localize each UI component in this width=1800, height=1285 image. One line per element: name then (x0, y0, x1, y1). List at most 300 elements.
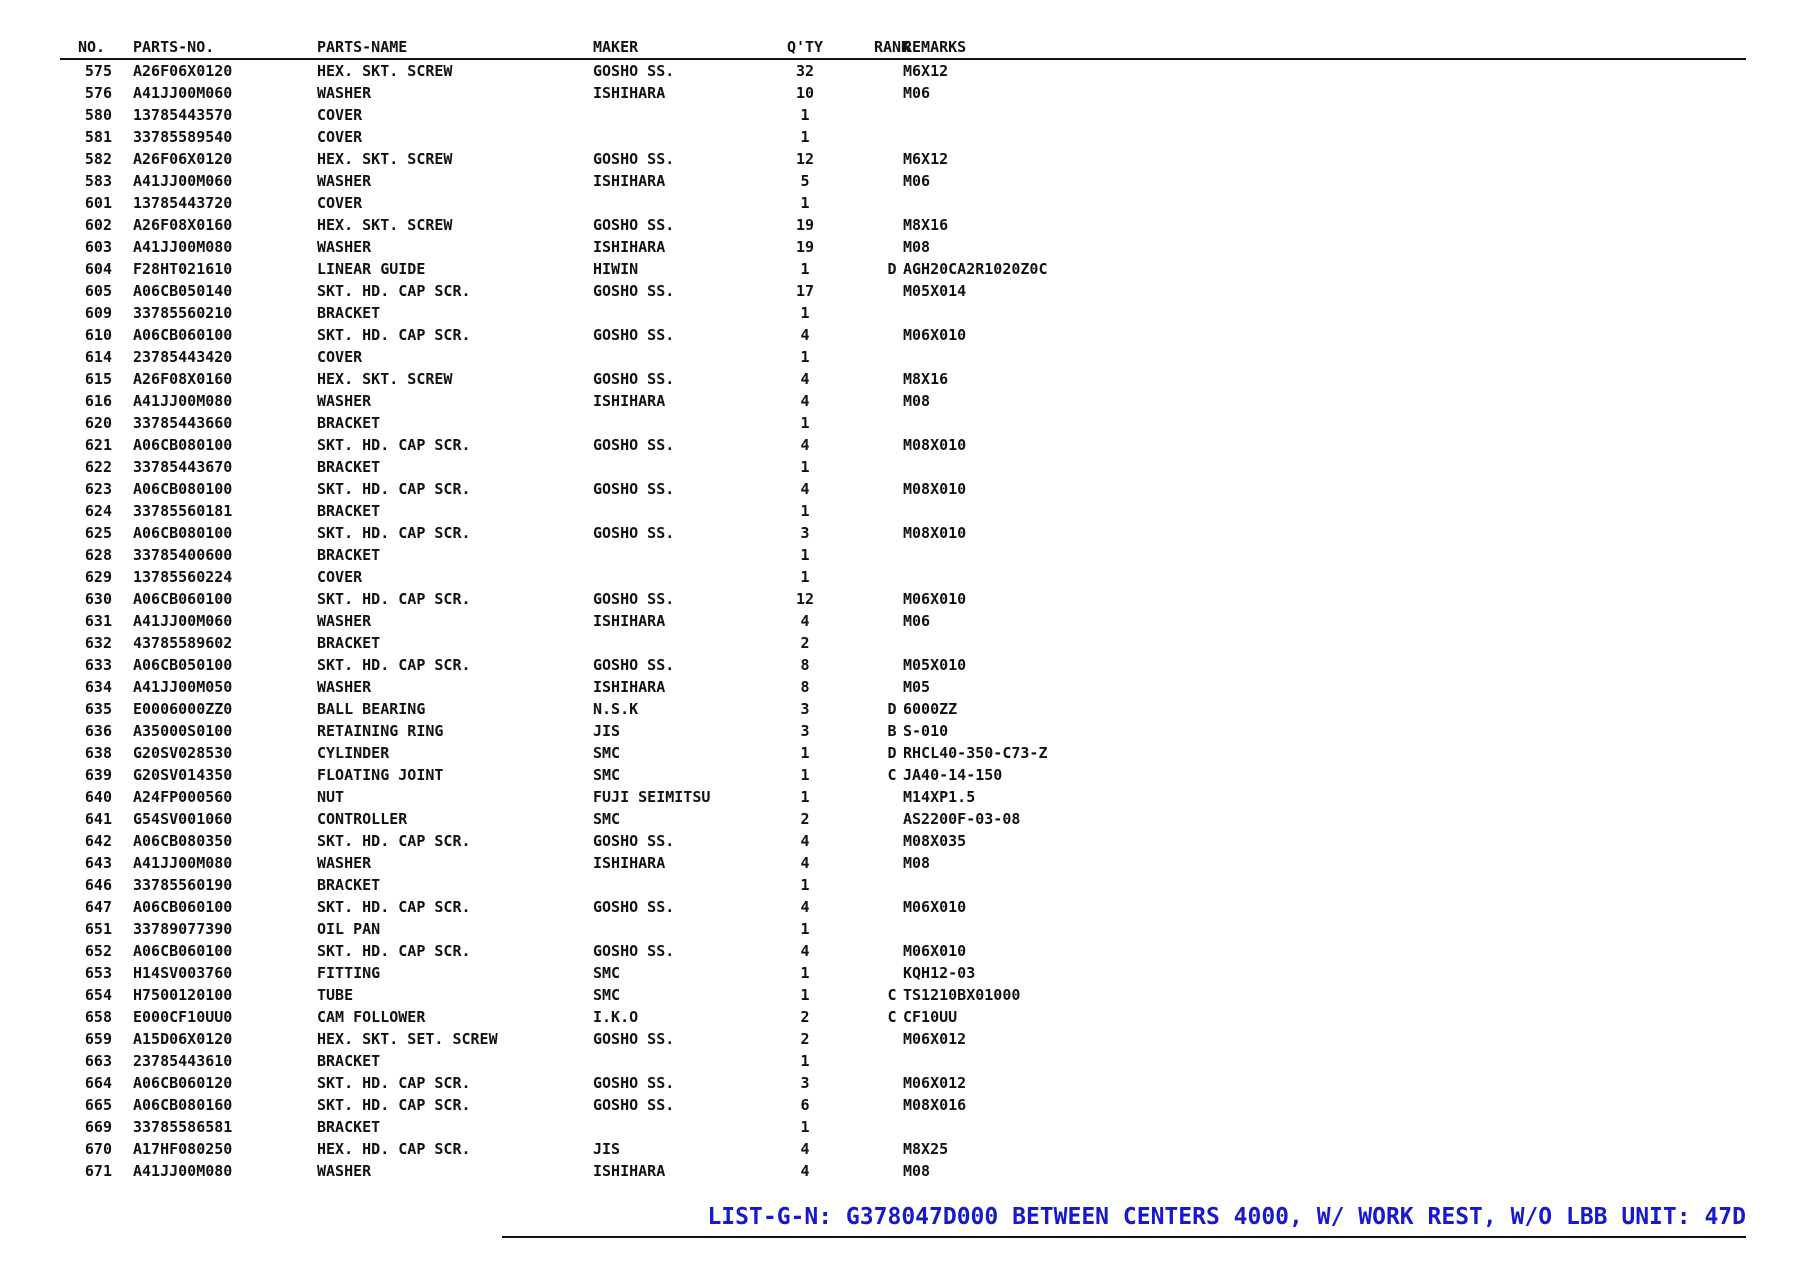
row-parts-no: A06CB060100 (133, 898, 233, 916)
row-rank: D (887, 744, 897, 762)
table-row (60, 1072, 1746, 1094)
table-row (60, 896, 1746, 918)
row-qty: 17 (795, 282, 815, 300)
row-remarks: CF10UU (903, 1008, 958, 1026)
row-maker: GOSHO SS. (593, 216, 675, 234)
row-no: 576 (84, 84, 112, 102)
row-qty: 12 (795, 150, 815, 168)
row-parts-no: A41JJ00M060 (133, 172, 233, 190)
row-parts-no: A26F06X0120 (133, 150, 233, 168)
row-parts-name: COVER (317, 348, 363, 366)
row-qty: 1 (800, 920, 810, 938)
table-row (60, 82, 1746, 104)
row-parts-name: BRACKET (317, 546, 381, 564)
row-no: 664 (84, 1074, 112, 1092)
row-remarks: M06X010 (903, 590, 967, 608)
row-no: 632 (84, 634, 112, 652)
row-remarks: M8X25 (903, 1140, 949, 1158)
row-no: 621 (84, 436, 112, 454)
row-remarks: M05X014 (903, 282, 967, 300)
row-parts-name: HEX. SKT. SET. SCREW (317, 1030, 498, 1048)
table-row (60, 918, 1746, 940)
row-no: 609 (84, 304, 112, 322)
table-row (60, 610, 1746, 632)
header-qty: Q'TY (786, 38, 824, 56)
row-qty: 1 (800, 128, 810, 146)
row-maker: GOSHO SS. (593, 370, 675, 388)
row-qty: 4 (800, 1162, 810, 1180)
row-no: 634 (84, 678, 112, 696)
row-no: 616 (84, 392, 112, 410)
row-parts-name: SKT. HD. CAP SCR. (317, 898, 471, 916)
row-no: 605 (84, 282, 112, 300)
row-parts-name: BRACKET (317, 304, 381, 322)
row-parts-no: A06CB060120 (133, 1074, 233, 1092)
row-qty: 3 (800, 700, 810, 718)
row-parts-no: A15D06X0120 (133, 1030, 233, 1048)
row-no: 624 (84, 502, 112, 520)
row-maker: JIS (593, 1140, 621, 1158)
parts-table-body (60, 60, 1746, 1182)
row-qty: 1 (800, 788, 810, 806)
table-row (60, 434, 1746, 456)
row-qty: 4 (800, 942, 810, 960)
row-qty: 3 (800, 1074, 810, 1092)
row-parts-name: SKT. HD. CAP SCR. (317, 942, 471, 960)
row-remarks: M06X012 (903, 1074, 967, 1092)
row-parts-name: CYLINDER (317, 744, 390, 762)
row-parts-no: A41JJ00M080 (133, 1162, 233, 1180)
row-rank: D (887, 260, 897, 278)
row-parts-no: A06CB080100 (133, 480, 233, 498)
row-parts-no: G20SV028530 (133, 744, 233, 762)
row-no: 614 (84, 348, 112, 366)
row-parts-no: 13785560224 (133, 568, 233, 586)
table-row (60, 60, 1746, 82)
table-row (60, 764, 1746, 786)
row-qty: 4 (800, 854, 810, 872)
header-remarks: REMARKS (903, 38, 967, 56)
row-maker: ISHIHARA (593, 612, 666, 630)
row-no: 620 (84, 414, 112, 432)
table-row (60, 632, 1746, 654)
row-qty: 2 (800, 810, 810, 828)
row-no: 628 (84, 546, 112, 564)
row-maker: GOSHO SS. (593, 1030, 675, 1048)
table-row (60, 1050, 1746, 1072)
row-remarks: M06X010 (903, 898, 967, 916)
row-remarks: M08X016 (903, 1096, 967, 1114)
table-row (60, 1028, 1746, 1050)
row-no: 659 (84, 1030, 112, 1048)
row-no: 646 (84, 876, 112, 894)
table-row (60, 676, 1746, 698)
row-parts-name: COVER (317, 106, 363, 124)
table-row (60, 852, 1746, 874)
row-parts-name: FLOATING JOINT (317, 766, 444, 784)
row-remarks: M08X010 (903, 524, 967, 542)
row-parts-name: SKT. HD. CAP SCR. (317, 326, 471, 344)
row-no: 653 (84, 964, 112, 982)
table-row (60, 566, 1746, 588)
row-no: 665 (84, 1096, 112, 1114)
row-maker: ISHIHARA (593, 1162, 666, 1180)
table-row (60, 720, 1746, 742)
row-parts-no: 33785560190 (133, 876, 233, 894)
row-remarks: TS1210BX01000 (903, 986, 1021, 1004)
row-parts-name: CONTROLLER (317, 810, 408, 828)
row-parts-no: 33785400600 (133, 546, 233, 564)
row-parts-no: 33785443670 (133, 458, 233, 476)
row-parts-no: E0006000ZZ0 (133, 700, 233, 718)
row-parts-no: A06CB060100 (133, 590, 233, 608)
row-qty: 8 (800, 678, 810, 696)
row-qty: 1 (800, 964, 810, 982)
table-row (60, 1138, 1746, 1160)
row-qty: 1 (800, 414, 810, 432)
row-remarks: RHCL40-350-C73-Z (903, 744, 1048, 762)
table-row (60, 874, 1746, 896)
row-remarks: M8X16 (903, 216, 949, 234)
row-remarks: M08X035 (903, 832, 967, 850)
row-no: 604 (84, 260, 112, 278)
row-no: 670 (84, 1140, 112, 1158)
row-maker: GOSHO SS. (593, 524, 675, 542)
row-remarks: M06 (903, 612, 931, 630)
row-qty: 4 (800, 392, 810, 410)
row-no: 610 (84, 326, 112, 344)
table-row (60, 786, 1746, 808)
row-parts-name: SKT. HD. CAP SCR. (317, 480, 471, 498)
row-parts-name: BRACKET (317, 502, 381, 520)
row-remarks: M08 (903, 392, 931, 410)
table-row (60, 170, 1746, 192)
row-qty: 4 (800, 480, 810, 498)
row-parts-name: SKT. HD. CAP SCR. (317, 436, 471, 454)
row-parts-no: A06CB060100 (133, 326, 233, 344)
row-no: 640 (84, 788, 112, 806)
row-no: 671 (84, 1162, 112, 1180)
row-parts-no: A17HF080250 (133, 1140, 233, 1158)
table-row (60, 214, 1746, 236)
row-parts-no: 33789077390 (133, 920, 233, 938)
row-maker: ISHIHARA (593, 238, 666, 256)
row-parts-name: WASHER (317, 84, 372, 102)
row-parts-name: CAM FOLLOWER (317, 1008, 426, 1026)
table-row (60, 588, 1746, 610)
row-qty: 1 (800, 458, 810, 476)
row-parts-no: A06CB080100 (133, 436, 233, 454)
row-parts-name: WASHER (317, 678, 372, 696)
row-no: 630 (84, 590, 112, 608)
row-no: 601 (84, 194, 112, 212)
row-maker: GOSHO SS. (593, 898, 675, 916)
row-parts-no: A06CB060100 (133, 942, 233, 960)
row-parts-name: HEX. SKT. SCREW (317, 370, 453, 388)
row-no: 658 (84, 1008, 112, 1026)
table-row (60, 148, 1746, 170)
row-qty: 1 (800, 260, 810, 278)
row-maker: SMC (593, 986, 621, 1004)
row-parts-no: A06CB080160 (133, 1096, 233, 1114)
row-maker: ISHIHARA (593, 678, 666, 696)
row-parts-no: A06CB050140 (133, 282, 233, 300)
row-parts-name: SKT. HD. CAP SCR. (317, 1096, 471, 1114)
row-qty: 4 (800, 326, 810, 344)
row-parts-name: BRACKET (317, 1118, 381, 1136)
row-parts-no: H14SV003760 (133, 964, 233, 982)
row-parts-name: WASHER (317, 854, 372, 872)
row-parts-name: SKT. HD. CAP SCR. (317, 832, 471, 850)
row-no: 654 (84, 986, 112, 1004)
row-maker: ISHIHARA (593, 392, 666, 410)
row-rank: C (887, 766, 897, 784)
row-no: 636 (84, 722, 112, 740)
row-parts-no: H7500120100 (133, 986, 233, 1004)
row-qty: 1 (800, 106, 810, 124)
table-row (60, 1094, 1746, 1116)
row-qty: 5 (800, 172, 810, 190)
row-parts-name: SKT. HD. CAP SCR. (317, 1074, 471, 1092)
row-remarks: M06 (903, 172, 931, 190)
row-qty: 1 (800, 546, 810, 564)
row-remarks: M06X010 (903, 942, 967, 960)
row-qty: 19 (795, 238, 815, 256)
table-row (60, 830, 1746, 852)
row-parts-name: WASHER (317, 612, 372, 630)
row-qty: 1 (800, 348, 810, 366)
row-no: 651 (84, 920, 112, 938)
table-row (60, 236, 1746, 258)
row-qty: 4 (800, 436, 810, 454)
row-parts-name: HEX. SKT. SCREW (317, 216, 453, 234)
row-remarks: M06X012 (903, 1030, 967, 1048)
row-no: 575 (84, 62, 112, 80)
row-no: 652 (84, 942, 112, 960)
row-qty: 1 (800, 304, 810, 322)
row-rank: C (887, 1008, 897, 1026)
row-no: 629 (84, 568, 112, 586)
row-parts-name: LINEAR GUIDE (317, 260, 426, 278)
row-parts-name: HEX. SKT. SCREW (317, 150, 453, 168)
row-maker: GOSHO SS. (593, 62, 675, 80)
row-parts-name: NUT (317, 788, 345, 806)
row-qty: 4 (800, 898, 810, 916)
row-maker: GOSHO SS. (593, 326, 675, 344)
row-parts-name: BRACKET (317, 1052, 381, 1070)
row-qty: 4 (800, 370, 810, 388)
row-remarks: M06X010 (903, 326, 967, 344)
row-rank: D (887, 700, 897, 718)
row-parts-no: 33785443660 (133, 414, 233, 432)
row-parts-no: F28HT021610 (133, 260, 233, 278)
row-parts-no: 33785560181 (133, 502, 233, 520)
row-qty: 4 (800, 1140, 810, 1158)
row-remarks: M08X010 (903, 436, 967, 454)
row-rank: B (887, 722, 897, 740)
row-no: 622 (84, 458, 112, 476)
row-maker: GOSHO SS. (593, 942, 675, 960)
row-parts-name: BRACKET (317, 876, 381, 894)
row-remarks: M08 (903, 1162, 931, 1180)
row-no: 639 (84, 766, 112, 784)
table-row (60, 1160, 1746, 1182)
row-parts-no: G54SV001060 (133, 810, 233, 828)
table-row (60, 412, 1746, 434)
row-parts-no: A26F08X0160 (133, 370, 233, 388)
row-qty: 1 (800, 502, 810, 520)
row-no: 641 (84, 810, 112, 828)
row-maker: GOSHO SS. (593, 1074, 675, 1092)
row-parts-no: A06CB080350 (133, 832, 233, 850)
row-no: 602 (84, 216, 112, 234)
row-no: 669 (84, 1118, 112, 1136)
row-remarks: M05X010 (903, 656, 967, 674)
row-parts-no: A06CB080100 (133, 524, 233, 542)
header-maker: MAKER (593, 38, 639, 56)
row-parts-name: SKT. HD. CAP SCR. (317, 282, 471, 300)
row-maker: SMC (593, 766, 621, 784)
row-no: 643 (84, 854, 112, 872)
row-remarks: M08X010 (903, 480, 967, 498)
row-parts-no: A41JJ00M050 (133, 678, 233, 696)
row-parts-no: 23785443610 (133, 1052, 233, 1070)
row-parts-name: WASHER (317, 172, 372, 190)
table-row (60, 1006, 1746, 1028)
row-parts-name: HEX. HD. CAP SCR. (317, 1140, 471, 1158)
row-parts-no: A26F08X0160 (133, 216, 233, 234)
row-no: 663 (84, 1052, 112, 1070)
row-no: 583 (84, 172, 112, 190)
table-row (60, 742, 1746, 764)
row-qty: 1 (800, 1052, 810, 1070)
row-remarks: AGH20CA2R1020Z0C (903, 260, 1048, 278)
row-parts-name: COVER (317, 568, 363, 586)
row-remarks: M6X12 (903, 62, 949, 80)
row-parts-name: WASHER (317, 1162, 372, 1180)
row-parts-name: HEX. SKT. SCREW (317, 62, 453, 80)
row-maker: N.S.K (593, 700, 639, 718)
row-qty: 1 (800, 744, 810, 762)
table-row (60, 962, 1746, 984)
row-no: 623 (84, 480, 112, 498)
table-row (60, 698, 1746, 720)
row-parts-name: BALL BEARING (317, 700, 426, 718)
table-row (60, 302, 1746, 324)
row-maker: ISHIHARA (593, 172, 666, 190)
table-row (60, 654, 1746, 676)
row-parts-name: COVER (317, 194, 363, 212)
row-no: 625 (84, 524, 112, 542)
row-no: 603 (84, 238, 112, 256)
row-qty: 4 (800, 832, 810, 850)
row-parts-name: WASHER (317, 392, 372, 410)
row-maker: GOSHO SS. (593, 590, 675, 608)
row-qty: 1 (800, 194, 810, 212)
row-remarks: S-010 (903, 722, 949, 740)
row-parts-name: SKT. HD. CAP SCR. (317, 590, 471, 608)
row-parts-name: SKT. HD. CAP SCR. (317, 656, 471, 674)
row-no: 631 (84, 612, 112, 630)
row-qty: 12 (795, 590, 815, 608)
table-row (60, 940, 1746, 962)
row-maker: ISHIHARA (593, 854, 666, 872)
table-header (60, 36, 1746, 60)
row-parts-no: G20SV014350 (133, 766, 233, 784)
row-remarks: M8X16 (903, 370, 949, 388)
row-remarks: M06 (903, 84, 931, 102)
row-parts-no: A35000S0100 (133, 722, 233, 740)
header-parts-name: PARTS-NAME (317, 38, 408, 56)
row-parts-no: 33785589540 (133, 128, 233, 146)
row-no: 642 (84, 832, 112, 850)
row-no: 647 (84, 898, 112, 916)
row-maker: ISHIHARA (593, 84, 666, 102)
row-parts-name: FITTING (317, 964, 381, 982)
row-qty: 2 (800, 634, 810, 652)
table-row (60, 104, 1746, 126)
table-row (60, 346, 1746, 368)
table-row (60, 456, 1746, 478)
row-maker: GOSHO SS. (593, 150, 675, 168)
row-no: 635 (84, 700, 112, 718)
row-qty: 1 (800, 568, 810, 586)
table-row (60, 808, 1746, 830)
row-qty: 1 (800, 876, 810, 894)
row-maker: GOSHO SS. (593, 832, 675, 850)
row-parts-name: RETAINING RING (317, 722, 444, 740)
row-qty: 4 (800, 612, 810, 630)
table-row (60, 500, 1746, 522)
row-qty: 1 (800, 766, 810, 784)
table-row (60, 192, 1746, 214)
row-qty: 8 (800, 656, 810, 674)
row-parts-no: A41JJ00M060 (133, 612, 233, 630)
row-no: 638 (84, 744, 112, 762)
row-parts-name: COVER (317, 128, 363, 146)
row-remarks: AS2200F-03-08 (903, 810, 1021, 828)
row-maker: GOSHO SS. (593, 480, 675, 498)
row-maker: I.K.O (593, 1008, 639, 1026)
row-parts-name: TUBE (317, 986, 354, 1004)
row-remarks: M14XP1.5 (903, 788, 976, 806)
row-remarks: M08 (903, 238, 931, 256)
row-remarks: M6X12 (903, 150, 949, 168)
table-row (60, 984, 1746, 1006)
row-parts-no: 23785443420 (133, 348, 233, 366)
row-parts-name: BRACKET (317, 634, 381, 652)
row-parts-name: SKT. HD. CAP SCR. (317, 524, 471, 542)
row-qty: 3 (800, 524, 810, 542)
table-row (60, 544, 1746, 566)
row-parts-no: A41JJ00M080 (133, 238, 233, 256)
row-qty: 1 (800, 1118, 810, 1136)
row-parts-no: 43785589602 (133, 634, 233, 652)
row-parts-no: E000CF10UU0 (133, 1008, 233, 1026)
row-maker: HIWIN (593, 260, 639, 278)
table-row (60, 368, 1746, 390)
row-rank: C (887, 986, 897, 1004)
row-qty: 6 (800, 1096, 810, 1114)
row-no: 582 (84, 150, 112, 168)
row-qty: 19 (795, 216, 815, 234)
row-qty: 1 (800, 986, 810, 1004)
row-maker: GOSHO SS. (593, 656, 675, 674)
row-parts-no: A41JJ00M060 (133, 84, 233, 102)
row-parts-no: A06CB050100 (133, 656, 233, 674)
row-no: 580 (84, 106, 112, 124)
row-parts-name: BRACKET (317, 458, 381, 476)
